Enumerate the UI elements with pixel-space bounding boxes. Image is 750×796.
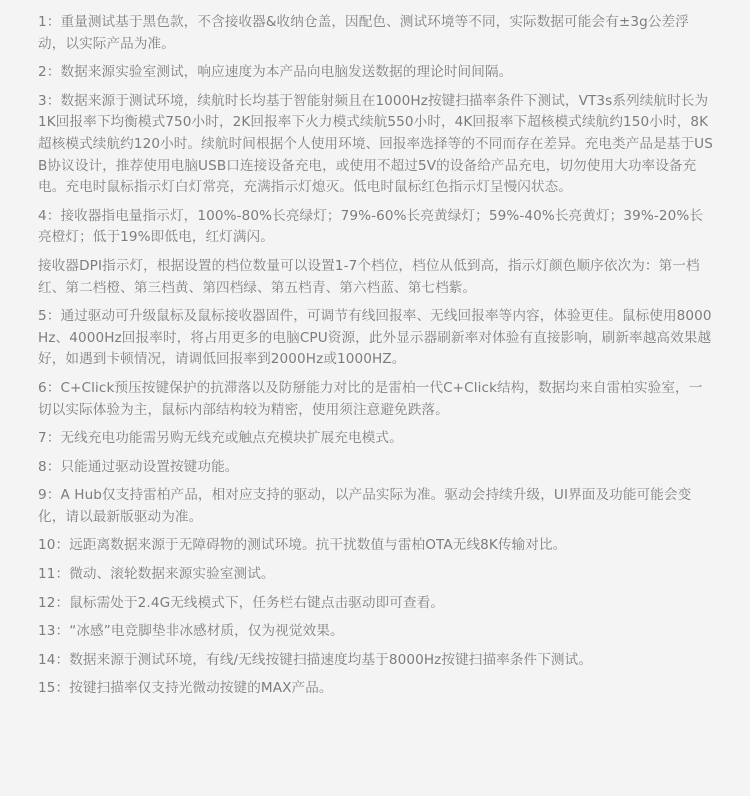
footnote-9: 9：A Hub仅支持雷柏产品，相对应支持的驱动，以产品实际为准。驱动会持续升级，UI界面及功能可能会变化，请以最新版驱动为准。: [38, 487, 692, 525]
footnote-2: 2：数据来源实验室测试，响应速度为本产品向电脑发送数据的理论时间间隔。: [38, 64, 513, 81]
footnote-11: 11：微动、滚轮数据来源实验室测试。: [38, 566, 275, 583]
footnote-4: 4：接收器指电量指示灯，100%-80%长亮绿灯；79%-60%长亮黄绿灯；59%-40%长亮黄灯；39%-20%长亮橙灯；低于19%即低电，红灯满闪。: [38, 207, 704, 246]
footnotes-list: [38, 12, 714, 707]
footnote-1: 1：重量测试基于黑色款，不含接收器&收纳仓盖，因配色、测试环境等不同，实际数据可能会有±3g公差浮动，以实际产品为准。: [38, 14, 689, 52]
footnote-3: 3：数据来源于测试环境，续航时长均基于智能射频且在1000Hz按键扫描率条件下测试，VT3s系列续航时长为1K回报率下均衡模式750小时，2K回报率下火力模式续航550小时，4K回报率下超核模式续航约150小时，8K超核模式续航约120小时。续航时间根据个人使用环境、回报率选择等的不同而存在差异。充电类产品是基于USB协议设计，推荐使用电脑USB口连接设备充电，或使用不超过5V的设备给产品充电，切勿使用大功率设备充电。充电时鼠标指示灯白灯常亮，充满指示灯熄灭。低电时鼠标红色指示灯呈慢闪状态。: [38, 92, 713, 196]
footnote-8: 8：只能通过驱动设置按键功能。: [38, 458, 239, 475]
footnote-4-dpi: 接收器DPI指示灯，根据设置的档位数量可以设置1-7个档位，档位从低到高，指示灯颜色顺序依次为：第一档红、第二档橙、第三档黄、第四档绿、第五档青、第六档蓝、第七档紫。: [38, 257, 700, 296]
footnote-13: 13：“冰感”电竞脚垫非冰感材质，仅为视觉效果。: [38, 623, 344, 640]
footnote-10: 10：远距离数据来源于无障碍物的测试环境。抗干扰数值与雷柏OTA无线8K传输对比。: [38, 537, 567, 554]
footnote-5: 5：通过驱动可升级鼠标及鼠标接收器固件，可调节有线回报率、无线回报率等内容，体验更佳。鼠标使用8000Hz、4000Hz回报率时，将占用更多的电脑CPU资源，此外显示器刷新率对体验有直接影响，刷新率越高效果越好，如遇到卡顿情况，请调低回报率到2000Hz或1000HZ。: [38, 308, 712, 368]
footnote-12: 12：鼠标需处于2.4G无线模式下，任务栏右键点击驱动即可查看。: [38, 594, 445, 611]
footnote-7: 7：无线充电功能需另购无线充或触点充模块扩展充电模式。: [38, 430, 403, 447]
footnote-6: 6：C+Click预压按键保护的抗滞落以及防掰能力对比的是雷柏一代C+Click结构，数据均来自雷柏实验室，一切以实际体验为主，鼠标内部结构较为精密，使用须注意避免跌落。: [38, 379, 703, 418]
footnote-14: 14：数据来源于测试环境，有线/无线按键扫描速度均基于8000Hz按键扫描率条件下测试。: [38, 651, 593, 668]
footnote-15: 15：按键扫描率仅支持光微动按键的MAX产品。: [38, 680, 333, 697]
